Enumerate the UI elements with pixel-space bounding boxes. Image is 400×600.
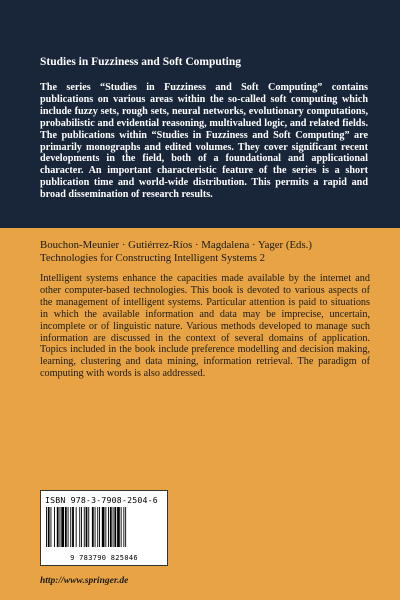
barcode-bar [110,507,112,547]
barcode-bar [95,507,96,547]
barcode-bar [117,507,120,547]
barcode-bar [54,507,55,547]
series-description: The series “Studies in Fuzziness and Soft Computing” contains publications on various areas within the so-called soft computing which include fuzzy sets, rough sets, neural networks, evolutionary computations, probabilistic and evidential reasoning, multivalued logic, and related fields. The publications within “Studies in Fuzziness and Soft Computing” are primarily monographs and edited volumes. They cover significant recent developments in the field, both of a foundational and applicational character. An important characteristic feature of the series is a short publication time and world-wide distribution. This permits a rapid and broad dissemination of research results. [40,82,368,201]
barcode-bar [105,507,106,547]
barcode-bar [61,507,64,547]
barcode-bar [88,507,89,547]
barcode-bars [46,507,162,547]
barcode-bar [99,507,100,547]
barcode-bar [68,507,69,547]
barcode-bar [108,507,109,547]
barcode-bar [86,507,88,547]
barcode-digits: 9 783790 825046 [70,554,138,562]
barcode-bar [114,507,116,547]
book-description: Intelligent systems enhance the capacities made available by the internet and other computer-based technologies. This book is devoted to various aspects of the management of intelligent systems. Particular attention is paid to situations in which the available information and data may be imprecise, uncertain, incomplete or of linguistic nature. Various methods developed to manage such information are discussed in the context of several domains of application. Topics included in the book include preference modelling and decision making, learning, clustering and data mining, information retrieval. The paradigm of computing with words is also addressed. [40,273,370,380]
barcode-bar [97,507,98,547]
barcode-bar [70,507,71,547]
publisher-url[interactable]: http://www.springer.de [40,576,129,586]
barcode-bar [57,507,59,547]
barcode-bar [123,507,124,547]
barcode-bar [51,507,52,547]
barcode-bar [48,507,50,547]
barcode-bar [72,507,74,547]
barcode-bar [60,507,61,547]
book-title: Technologies for Constructing Intelligent Systems 2 [40,252,266,264]
book-panel [0,228,400,600]
book-editors: Bouchon-Meunier · Gutiérrez-Ríos · Magdalena · Yager (Eds.) [40,239,312,251]
barcode-bar [125,507,126,547]
series-panel [0,0,400,228]
barcode-bar [65,507,67,547]
barcode-bar [92,507,94,547]
isbn-label: ISBN 978-3-7908-2504-6 [45,495,158,505]
barcode-box [40,490,168,566]
series-heading: Studies in Fuzziness and Soft Computing [40,56,241,68]
barcode-bar [76,507,77,547]
barcode-bar [79,507,80,547]
barcode-bar [46,507,47,547]
barcode-bar [81,507,82,547]
barcode-bar [102,507,105,547]
barcode-bar [113,507,114,547]
barcode-bar [84,507,85,547]
barcode-bar [121,507,122,547]
